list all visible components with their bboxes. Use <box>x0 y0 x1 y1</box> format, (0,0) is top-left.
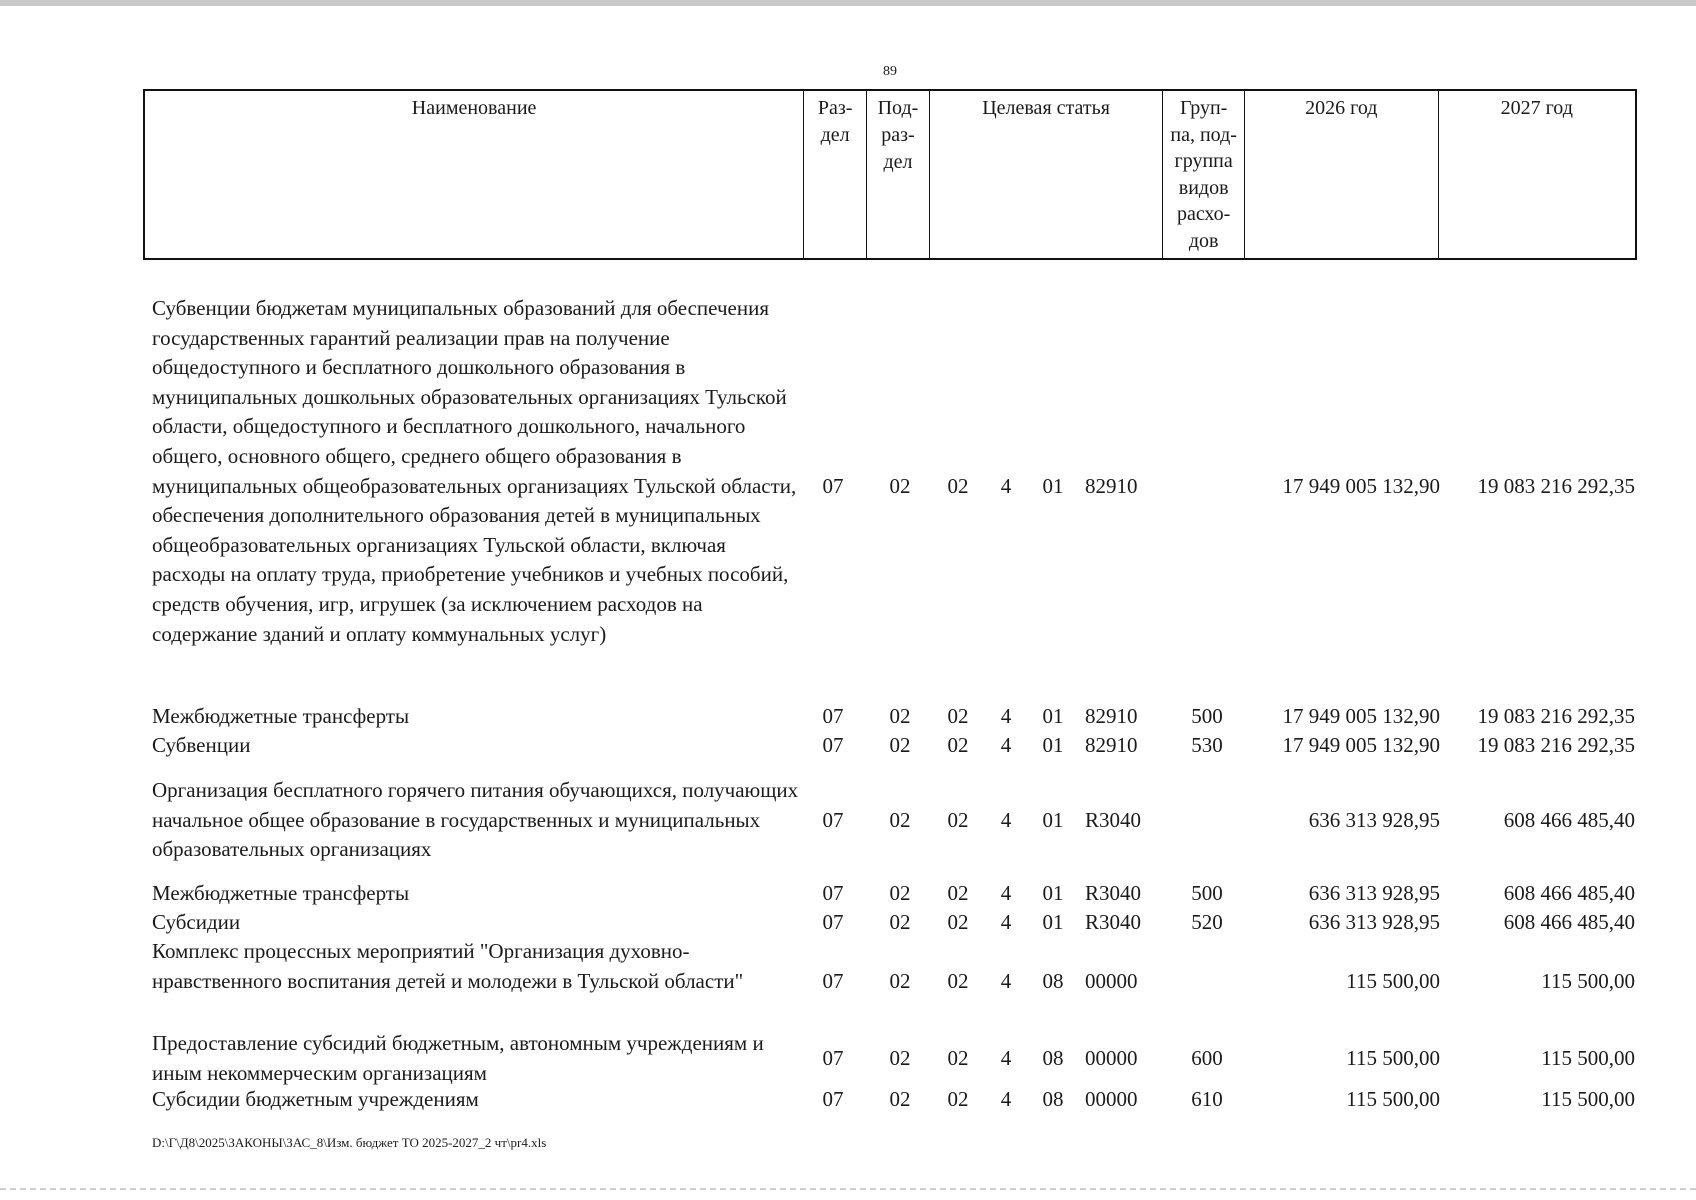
row-target-direction: R3040 <box>1085 881 1142 905</box>
row-podrazdel: 02 <box>889 910 911 934</box>
row-value-2027: 608 466 485,40 <box>1503 881 1635 905</box>
row-name: Комплекс процессных мероприятий "Организация духовно-нравственного воспитания детей и молодежи в Тульской области" <box>152 939 744 993</box>
row-expense-group: 600 <box>1191 1045 1223 1070</box>
row-razdel: 07 <box>822 968 844 993</box>
row-name: Межбюджетные трансферты <box>152 881 410 905</box>
header-2026: 2026 год <box>1245 91 1438 258</box>
row-target-direction: 82910 <box>1085 473 1138 498</box>
row-podrazdel: 02 <box>889 473 911 498</box>
row-target-type: 4 <box>1000 807 1012 832</box>
row-target-structure: 08 <box>1042 1045 1064 1070</box>
row-target-structure: 01 <box>1042 910 1064 934</box>
row-target-program: 02 <box>947 1045 969 1070</box>
row-target-type: 4 <box>1000 968 1012 993</box>
row-value-2027: 19 083 216 292,35 <box>1477 704 1635 728</box>
row-value-2026: 17 949 005 132,90 <box>1282 704 1440 728</box>
row-podrazdel: 02 <box>889 968 911 993</box>
row-expense-group: 610 <box>1191 1087 1223 1111</box>
row-target-type: 4 <box>1000 473 1012 498</box>
row-name: Предоставление субсидий бюджетным, автономным учреждениям и иным некоммерческим организациям <box>152 1031 764 1085</box>
row-target-type: 4 <box>1000 1087 1012 1111</box>
row-target-direction: 00000 <box>1085 1045 1138 1070</box>
table-header <box>143 89 1637 260</box>
row-target-type: 4 <box>1000 881 1012 905</box>
row-razdel: 07 <box>822 1087 844 1111</box>
row-value-2026: 115 500,00 <box>1346 968 1440 993</box>
row-target-structure: 08 <box>1042 968 1064 993</box>
row-target-structure: 01 <box>1042 473 1064 498</box>
row-name: Субвенции <box>152 733 251 757</box>
row-target-type: 4 <box>1000 704 1012 728</box>
row-razdel: 07 <box>822 910 844 934</box>
row-target-structure: 01 <box>1042 733 1064 757</box>
row-razdel: 07 <box>822 473 844 498</box>
row-target-direction: 82910 <box>1085 733 1138 757</box>
header-name: Наименование <box>145 91 804 258</box>
row-razdel: 07 <box>822 704 844 728</box>
scan-top-edge <box>0 0 1696 6</box>
row-razdel: 07 <box>822 881 844 905</box>
row-target-structure: 01 <box>1042 704 1064 728</box>
row-podrazdel: 02 <box>889 1045 911 1070</box>
row-podrazdel: 02 <box>889 881 911 905</box>
row-target-program: 02 <box>947 910 969 934</box>
row-target-structure: 01 <box>1042 881 1064 905</box>
row-podrazdel: 02 <box>889 733 911 757</box>
row-expense-group: 500 <box>1191 704 1223 728</box>
row-target-program: 02 <box>947 473 969 498</box>
row-target-program: 02 <box>947 807 969 832</box>
row-expense-group: 500 <box>1191 881 1223 905</box>
row-target-structure: 08 <box>1042 1087 1064 1111</box>
row-target-direction: 82910 <box>1085 704 1138 728</box>
row-podrazdel: 02 <box>889 1087 911 1111</box>
row-target-program: 02 <box>947 881 969 905</box>
row-value-2027: 115 500,00 <box>1541 968 1635 993</box>
row-target-program: 02 <box>947 1087 969 1111</box>
row-value-2026: 17 949 005 132,90 <box>1282 733 1440 757</box>
scan-bottom-edge <box>0 1188 1696 1190</box>
row-value-2027: 115 500,00 <box>1541 1087 1635 1111</box>
row-target-type: 4 <box>1000 733 1012 757</box>
row-target-direction: 00000 <box>1085 1087 1138 1111</box>
row-expense-group: 530 <box>1191 733 1223 757</box>
row-target-direction: 00000 <box>1085 968 1138 993</box>
row-value-2026: 17 949 005 132,90 <box>1282 473 1440 498</box>
row-value-2026: 115 500,00 <box>1346 1087 1440 1111</box>
row-name: Субсидии бюджетным учреждениям <box>152 1087 479 1111</box>
row-value-2026: 636 313 928,95 <box>1308 910 1440 934</box>
row-value-2027: 19 083 216 292,35 <box>1477 733 1635 757</box>
row-value-2026: 636 313 928,95 <box>1308 807 1440 832</box>
row-razdel: 07 <box>822 733 844 757</box>
row-target-structure: 01 <box>1042 807 1064 832</box>
row-target-direction: R3040 <box>1085 910 1142 934</box>
row-name: Межбюджетные трансферты <box>152 704 410 728</box>
header-2027: 2027 год <box>1500 97 1573 119</box>
row-value-2026: 115 500,00 <box>1346 1045 1440 1070</box>
row-target-direction: R3040 <box>1085 807 1142 832</box>
row-value-2027: 115 500,00 <box>1541 1045 1635 1070</box>
header-razdel: Раз- дел <box>804 91 867 258</box>
row-podrazdel: 02 <box>889 704 911 728</box>
header-expense-group: Груп- па, под- группа видов расхо- дов <box>1163 91 1245 258</box>
row-podrazdel: 02 <box>889 807 911 832</box>
row-value-2026: 636 313 928,95 <box>1308 881 1440 905</box>
page-number: 89 <box>883 64 897 79</box>
row-value-2027: 19 083 216 292,35 <box>1477 473 1635 498</box>
row-razdel: 07 <box>822 807 844 832</box>
row-target-type: 4 <box>1000 1045 1012 1070</box>
row-target-program: 02 <box>947 704 969 728</box>
row-expense-group: 520 <box>1191 910 1223 934</box>
row-target-type: 4 <box>1000 910 1012 934</box>
row-target-program: 02 <box>947 733 969 757</box>
header-target-article: Целевая статья <box>930 91 1163 258</box>
row-target-program: 02 <box>947 968 969 993</box>
row-name: Субвенции бюджетам муниципальных образований для обеспечения государственных гарантий реализации прав на получение общедоступного и бесплатного дошкольного образования в муниципальных дошкольных образовательных организациях Тульской области, общедоступного и бесплатного дошкольного, начального общего, основного общего, среднего общего образования в муниципальных общеобразовательных организациях Тульской области, обеспечения дополнительного образования детей в муниципальных общеобразовательных организациях Тульской области, включая расходы на оплату труда, приобретение учебников и учебных пособий, средств обучения, игр, игрушек (за исключением расходов на содержание зданий и оплату коммунальных услуг) <box>152 296 797 646</box>
row-razdel: 07 <box>822 1045 844 1070</box>
header-podrazdel: Под- раз- дел <box>867 91 930 258</box>
row-name: Субсидии <box>152 910 241 934</box>
row-value-2027: 608 466 485,40 <box>1503 807 1635 832</box>
file-path-footer: D:\Г\Д8\2025\ЗАКОНЫ\ЗАС_8\Изм. бюджет ТО 2025-2027_2 чт\pr4.xls <box>152 1135 547 1150</box>
row-name: Организация бесплатного горячего питания обучающихся, получающих начальное общее образование в государственных и муниципальных образовательных организациях <box>152 778 799 862</box>
row-value-2027: 608 466 485,40 <box>1503 910 1635 934</box>
